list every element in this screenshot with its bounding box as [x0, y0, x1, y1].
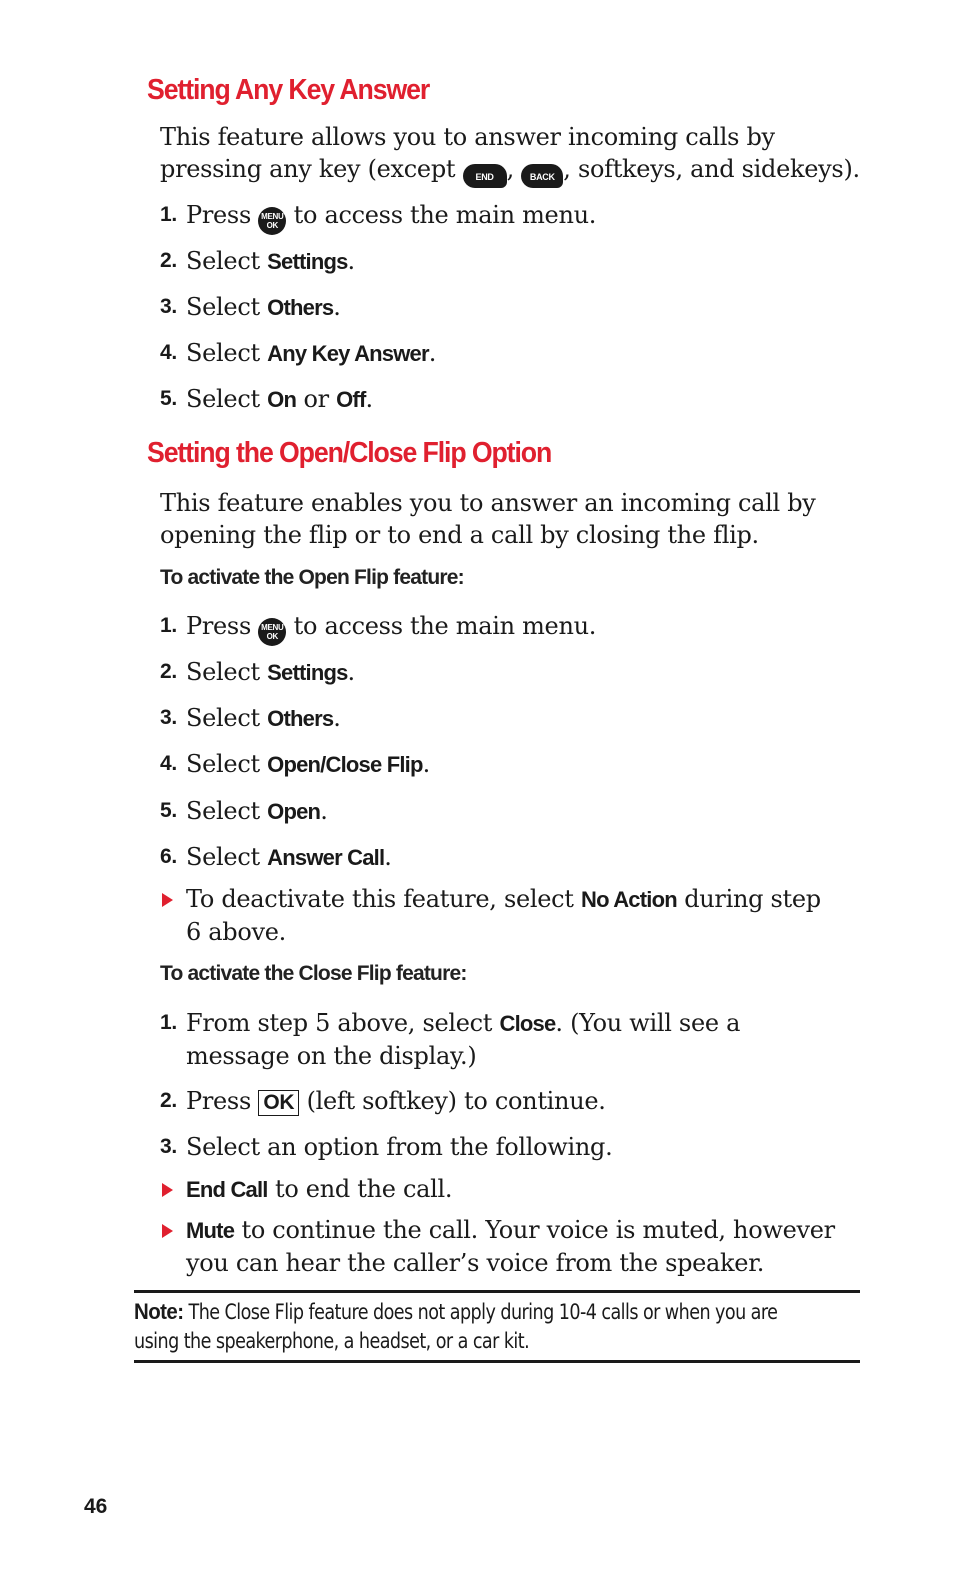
note-bottom-divider [134, 1360, 860, 1363]
list-item: 1. Press MENU OK to access the main menu. [160, 199, 840, 235]
menu-ok-icon: MENU OK [258, 618, 286, 646]
list-item: 4. Select Any Key Answer. [160, 339, 437, 367]
list-item: 5. Select Open. [160, 797, 328, 825]
list-item: 2. Select Settings. [160, 247, 355, 275]
section-title-open-close-flip: Setting the Open/Close Flip Option [147, 437, 552, 469]
list-item: 6. Select Answer Call. [160, 843, 392, 871]
bullet-arrow-icon [162, 893, 173, 907]
list-item: 5. Select On or Off. [160, 385, 373, 413]
bullet-item: End Call to end the call. [160, 1173, 840, 1206]
back-key-icon: BACK [521, 164, 563, 188]
list-item: 2. Press OK (left softkey) to continue. [160, 1087, 606, 1115]
open-close-intro: This feature enables you to answer an incoming call by opening the flip or to end a call by closing the flip. [160, 489, 816, 549]
bullet-item: To deactivate this feature, select No Action during step 6 above. [160, 883, 840, 948]
bullet-arrow-icon [162, 1224, 173, 1238]
close-flip-heading: To activate the Close Flip feature: [160, 962, 467, 985]
ok-softkey-icon: OK [258, 1090, 299, 1116]
list-item: 1. Press MENU OK to access the main menu. [160, 610, 840, 646]
list-item: 3. Select Others. [160, 704, 341, 732]
page-number: 46 [84, 1495, 108, 1518]
list-item: 1. From step 5 above, select Close. (You will see a message on the display.) [160, 1009, 741, 1070]
menu-ok-icon: MENU OK [258, 207, 286, 235]
bullet-arrow-icon [162, 1183, 173, 1197]
section-title-any-key-answer: Setting Any Key Answer [147, 74, 430, 106]
note-box: Note: The Close Flip feature does not apply during 10-4 calls or when you are using the speakerphone, a headset, or a car kit. [134, 1299, 778, 1353]
list-item: 4. Select Open/Close Flip. [160, 750, 430, 778]
end-key-icon: END [463, 164, 507, 188]
list-item: 3. Select an option from the following. [160, 1133, 613, 1161]
any-key-intro: This feature allows you to answer incoming calls by pressing any key (except END , BACK , softkeys, and sidekeys). [160, 121, 860, 188]
note-top-divider [134, 1290, 860, 1293]
bullet-item: Mute to continue the call. Your voice is muted, however you can hear the caller’s voice from the speaker. [160, 1214, 840, 1279]
open-flip-heading: To activate the Open Flip feature: [160, 566, 464, 589]
list-item: 3. Select Others. [160, 293, 341, 321]
list-item: 2. Select Settings. [160, 658, 355, 686]
